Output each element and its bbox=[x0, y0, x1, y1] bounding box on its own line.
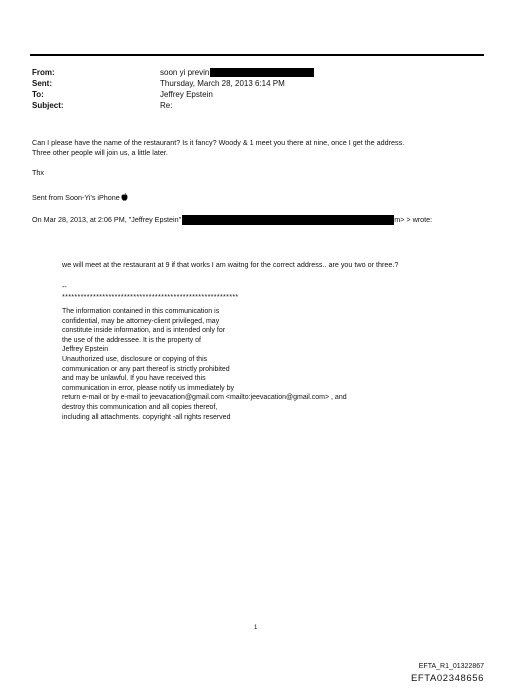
confidentiality-line: return e-mail or by e-mail to jeevacation@gmail.com <mailto:jeevacation@gmail.com> , and bbox=[62, 394, 347, 402]
subject-value: Re: bbox=[160, 101, 173, 110]
sent-label: Sent: bbox=[32, 79, 52, 88]
to-value: Jeffrey Epstein bbox=[160, 90, 213, 99]
header-divider bbox=[30, 54, 484, 56]
to-label: To: bbox=[32, 90, 44, 99]
bates-number-large: EFTA02348656 bbox=[410, 673, 484, 684]
confidentiality-line: including all attachments. copyright -all rights reserved bbox=[62, 413, 231, 421]
apple-icon bbox=[121, 193, 128, 201]
quoted-message: we will meet at the restaurant at 9 if that works I am waitng for the correct address.. are you two or three.? bbox=[62, 260, 399, 269]
signature-text: Sent from Soon-Yi's iPhone bbox=[32, 193, 120, 202]
redaction-box bbox=[182, 215, 394, 225]
confidentiality-line: The information contained in this communication is bbox=[62, 308, 220, 315]
confidentiality-notice bbox=[62, 307, 347, 422]
confidentiality-line: Unauthorized use, disclosure or copying of this bbox=[62, 355, 208, 363]
signature-dashes: -- bbox=[62, 282, 67, 291]
body-line-2: Three other people will join us, a little later. bbox=[32, 148, 168, 157]
subject-label: Subject: bbox=[32, 101, 64, 110]
confidentiality-line: the use of the addressee. It is the property of bbox=[62, 336, 201, 344]
to-row bbox=[32, 90, 472, 100]
from-value bbox=[160, 68, 314, 78]
sent-value: Thursday, March 28, 2013 6:14 PM bbox=[160, 79, 285, 88]
from-name: soon yi previn bbox=[160, 68, 210, 77]
bates-number-small: EFTA_R1_01322867 bbox=[418, 663, 484, 670]
subject-row bbox=[32, 101, 472, 111]
confidentiality-line: destroy this communication and all copies thereof, bbox=[62, 403, 218, 411]
signature-line bbox=[32, 193, 128, 203]
confidentiality-line: Jeffrey Epstein bbox=[62, 346, 109, 354]
quote-intro-end: m> > wrote: bbox=[394, 215, 433, 224]
sent-row bbox=[32, 79, 472, 89]
quote-intro-line bbox=[32, 215, 432, 225]
confidentiality-line: communication or any part thereof is strictly prohibited bbox=[62, 365, 230, 373]
confidentiality-line: and may be unlawful. If you have received this bbox=[62, 375, 206, 383]
page-number: 1 bbox=[254, 625, 258, 631]
body-thx: Thx bbox=[32, 168, 44, 177]
confidentiality-line: confidential, may be attorney-client privileged, may bbox=[62, 317, 220, 325]
confidentiality-line: constitute inside information, and is intended only for bbox=[62, 327, 226, 335]
confidentiality-line: communication in error, please notify us immediately by bbox=[62, 384, 234, 392]
quote-intro-text: On Mar 28, 2013, at 2:06 PM, "Jeffrey Epstein" bbox=[32, 215, 182, 224]
body-line-1: Can I please have the name of the restaurant? Is it fancy? Woody & 1 meet you there at nine, once I get the address. bbox=[32, 138, 405, 147]
redaction-box bbox=[210, 68, 314, 77]
from-label: From: bbox=[32, 68, 55, 77]
from-row bbox=[32, 68, 472, 78]
asterisk-separator: ********************************************************* bbox=[62, 292, 239, 301]
